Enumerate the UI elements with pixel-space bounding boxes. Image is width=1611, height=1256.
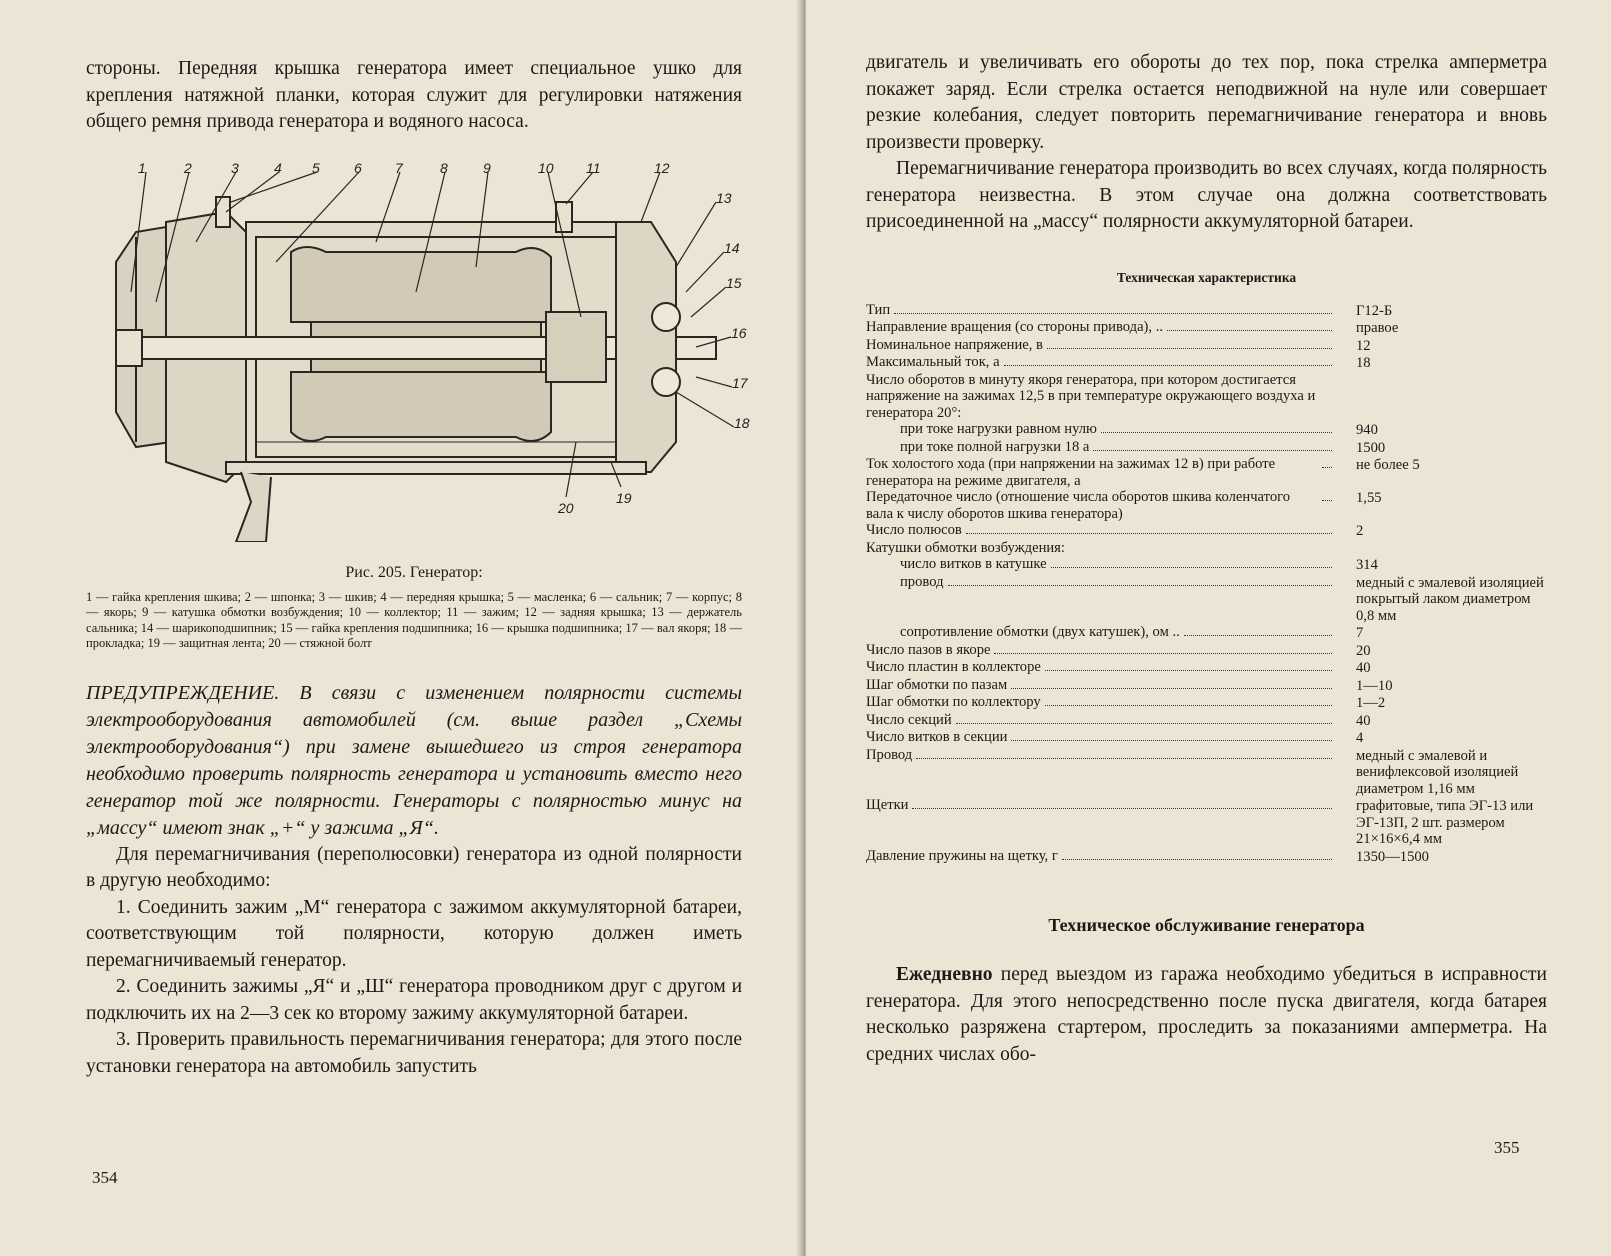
spec-row: [866, 677, 1547, 695]
spec-param: [866, 522, 1356, 540]
spec-value: графитовые, типа ЭГ-13 или ЭГ-13П, 2 шт. размером 21×16×6,4 мм: [1356, 798, 1534, 847]
leader-dots: [1093, 450, 1332, 451]
leader-dots: [1101, 432, 1332, 433]
page-number-left: 354: [92, 1168, 118, 1187]
spec-param: [866, 439, 1356, 457]
callout-17: 17: [732, 374, 748, 391]
spec-row: [866, 439, 1547, 457]
spec-param: [866, 694, 1356, 712]
spec-row: [866, 694, 1547, 712]
spec-value: 18: [1356, 355, 1371, 371]
spec-param: [866, 556, 1356, 574]
spec-param-text: Шаг обмотки по коллектору: [866, 694, 1041, 710]
continuation-paragraph: двигатель и увеличивать его обороты до тех пор, пока стрелка амперметра покажет заряд. Если стрелка остается неподвижной на нуле или совершает резкие колебания, следует повторить перемагничивание генератора и вновь произвести проверку.: [866, 52, 1547, 153]
spec-param: [866, 456, 1356, 489]
spec-row: [866, 747, 1547, 798]
callout-16: 16: [731, 324, 747, 341]
leader-dots: [948, 585, 1333, 586]
spec-param: [866, 797, 1356, 848]
callout-9: 9: [483, 159, 491, 176]
spec-param-text: провод: [900, 573, 944, 590]
generator-drawing: [76, 142, 756, 542]
spec-param: [866, 712, 1356, 730]
spec-value: 7: [1356, 625, 1364, 641]
spec-value: 2: [1356, 523, 1364, 539]
leader-dots: [1011, 688, 1332, 689]
spec-value: Г12-Б: [1356, 302, 1393, 319]
spec-param-text: Передаточное число (отношение числа оборотов шкива коленчатого вала к числу оборотов шкива генератора): [866, 489, 1291, 522]
remagnetize-paragraph: Для перемагничивания (переполюсовки) генератора из одной полярности в другую необходимо:: [86, 843, 742, 891]
spec-param: [866, 489, 1356, 522]
spec-value: медный с эмалевой изоляцией покрытый лаком диаметром 0,8 мм: [1356, 574, 1544, 624]
leader-dots: [1045, 705, 1332, 706]
daily-paragraph: [866, 962, 1547, 1068]
callout-19: 19: [616, 489, 632, 506]
callout-20: 20: [558, 499, 574, 516]
spec-table: [866, 302, 1547, 866]
spec-value: медный с эмалевой и венифлексовой изоляцией диаметром 1,16 мм: [1356, 747, 1519, 797]
spec-param: [866, 372, 1356, 422]
spec-param: [866, 677, 1356, 695]
spec-param: [866, 729, 1356, 747]
generator-figure: [76, 142, 756, 562]
spec-param-text: Максимальный ток, а: [866, 354, 1000, 370]
leader-dots: [1322, 467, 1332, 468]
spec-param: [866, 642, 1356, 660]
spec-param-text: число витков в катушке: [900, 556, 1047, 572]
callout-1: 1: [138, 159, 146, 176]
spec-param: [866, 319, 1356, 337]
spec-value: 1500: [1356, 439, 1386, 456]
callout-3: 3: [231, 159, 239, 176]
step-3: 3. Проверить правильность перемагничивания генератора; для этого после установки генератора на автомобиль запустить: [86, 1029, 742, 1077]
spec-param-text: Число полюсов: [866, 522, 962, 538]
spec-value: 20: [1356, 642, 1371, 659]
leader-dots: [1051, 567, 1332, 568]
callout-11: 11: [586, 159, 601, 176]
spec-param-text: Номинальное напряжение, в: [866, 336, 1043, 353]
spec-row: [866, 540, 1547, 557]
leader-dots: [966, 533, 1332, 534]
spec-value: [1356, 372, 1547, 422]
spec-row: [866, 522, 1547, 540]
callout-10: 10: [538, 159, 554, 176]
spec-param-text: Давление пружины на щетку, г: [866, 847, 1058, 864]
spec-row: [866, 659, 1547, 677]
spec-value: [1356, 540, 1547, 557]
spec-param-text: при токе нагрузки равном нулю: [900, 421, 1097, 437]
leader-dots: [894, 313, 1332, 314]
spec-value: 1—10: [1356, 677, 1393, 694]
left-page: [0, 0, 800, 1256]
spec-value: 1—2: [1356, 695, 1386, 711]
spec-param-text: Провод: [866, 746, 913, 763]
leader-dots: [1011, 740, 1332, 741]
callout-4: 4: [274, 159, 282, 176]
spec-param-text: Число оборотов в минуту якоря генератора, при котором достигается напряжение на зажимах 12,5 в при температуре окружающего воздуха и генератора 20°:: [866, 371, 1316, 421]
leader-dots: [956, 723, 1332, 724]
leader-dots: [1062, 859, 1332, 860]
spec-param: [866, 337, 1356, 355]
spec-row: [866, 372, 1547, 422]
callout-8: 8: [440, 159, 448, 176]
spec-param-text: Ток холостого хода (при напряжении на зажимах 12 в) при работе генератора на режиме двигателя, а: [866, 456, 1276, 489]
leader-dots: [994, 653, 1332, 654]
spec-param: [866, 540, 1356, 557]
spec-value: 4: [1356, 730, 1364, 746]
leader-dots: [1184, 635, 1332, 636]
leader-dots: [916, 758, 1332, 759]
spec-param-text: Катушки обмотки возбуждения:: [866, 539, 1065, 556]
right-page: [806, 0, 1611, 1256]
step-2: 2. Соединить зажимы „Я“ и „Ш“ генератора проводником друг с другом и подключить их на 2—3 сек ко второму зажиму аккумуляторной батареи.: [86, 976, 742, 1024]
spec-row: [866, 489, 1547, 522]
spec-row: [866, 712, 1547, 730]
spec-param-text: Щетки: [866, 797, 909, 813]
spec-row: [866, 848, 1547, 866]
callout-13: 13: [716, 189, 732, 206]
callout-6: 6: [354, 159, 362, 176]
spec-value: 314: [1356, 557, 1378, 573]
callout-12: 12: [654, 159, 670, 176]
spec-row: [866, 729, 1547, 747]
callout-5: 5: [312, 159, 320, 176]
callout-18: 18: [734, 414, 750, 431]
spec-value: 40: [1356, 712, 1371, 729]
leader-dots: [912, 808, 1332, 809]
spec-param-text: Направление вращения (со стороны привода), ..: [866, 319, 1164, 335]
spec-param: [866, 354, 1356, 372]
spec-row: [866, 354, 1547, 372]
spec-param: [866, 624, 1356, 642]
leader-dots: [1322, 500, 1332, 501]
spec-param: [866, 747, 1356, 798]
spec-value: 1,55: [1356, 490, 1382, 506]
spec-value: не более 5: [1356, 457, 1420, 473]
spec-row: [866, 642, 1547, 660]
figure-legend: 1 — гайка крепления шкива; 2 — шпонка; 3 — шкив; 4 — передняя крышка; 5 — масленка; 6 — сальник; 7 — корпус; 8 — якорь; 9 — катушка обмотки возбуждения; 10 — коллектор; 11 — зажим; 12 — задняя крышка; 13 — держатель сальника; 14 — шарикоподшипник; 15 — гайка крепления подшипника; 16 — крышка подшипника; 17 — вал якоря; 18 — прокладка; 19 — защитная лента; 20 — стяжной болт: [86, 589, 742, 650]
daily-lead: Ежедневно: [896, 964, 993, 985]
spec-row: [866, 319, 1547, 337]
spec-value: 12: [1356, 337, 1371, 354]
spec-param: [866, 848, 1356, 866]
spec-heading: Техническая характеристика: [1116, 269, 1297, 285]
spec-row: [866, 421, 1547, 439]
spec-param-text: Число пазов в якоре: [866, 641, 991, 658]
warning-paragraph: ПРЕДУПРЕЖДЕНИЕ. В связи с изменением полярности системы электрооборудования автомобилей (см. выше раздел „Схемы электрооборудования“) при замене вышедшего из строя генератора необходимо проверить полярность генератора и установить вместо него генератор той же полярности. Генераторы с полярностью минус на „массу“ имеют знак „+“ у зажима „Я“.: [86, 681, 742, 839]
spec-param: [866, 421, 1356, 439]
callout-7: 7: [395, 159, 403, 176]
spec-param-text: Число витков в секции: [866, 729, 1008, 745]
spec-param-text: сопротивление обмотки (двух катушек), ом ..: [900, 624, 1180, 640]
leader-dots: [1045, 670, 1332, 671]
spec-param-text: Шаг обмотки по пазам: [866, 676, 1008, 693]
spec-param: [866, 659, 1356, 677]
callout-2: 2: [184, 159, 192, 176]
spec-row: [866, 797, 1547, 848]
polarity-paragraph: Перемагничивание генератора производить во всех случаях, когда полярность генератора неизвестна. В этом случае она должна соответствовать присоединенной на „массу“ полярности аккумуляторной батареи.: [866, 158, 1547, 232]
spec-value: правое: [1356, 320, 1399, 336]
figure-caption: Рис. 205. Генератор:: [345, 563, 483, 581]
spec-row: [866, 624, 1547, 642]
spec-param-text: Число секций: [866, 711, 952, 728]
spec-row: [866, 574, 1547, 625]
callout-14: 14: [724, 239, 740, 256]
spec-param-text: Тип: [866, 301, 891, 318]
spec-param-text: при токе полной нагрузки 18 а: [900, 438, 1090, 455]
callout-15: 15: [726, 274, 742, 291]
spec-row: [866, 302, 1547, 320]
step-1: 1. Соединить зажим „М“ генератора с зажимом аккумуляторной батареи, соответствующим той полярности, которую должен иметь перемагничиваемый генератор.: [86, 896, 742, 971]
leader-dots: [1047, 348, 1332, 349]
spec-row: [866, 556, 1547, 574]
spec-value: 940: [1356, 422, 1378, 438]
spec-param: [866, 302, 1356, 320]
spec-param: [866, 574, 1356, 625]
leader-dots: [1004, 365, 1332, 366]
daily-text: перед выездом из гаража необходимо убедиться в исправности генератора. Для этого непосредственно после пуска двигателя, когда батарея несколько разряжена стартером, проследить за показаниями амперметра. На средних числах обо-: [866, 964, 1547, 1065]
spec-row: [866, 456, 1547, 489]
spec-value: 1350—1500: [1356, 848, 1429, 865]
page-number-right: 355: [1494, 1138, 1520, 1157]
spec-param-text: Число пластин в коллекторе: [866, 659, 1041, 675]
intro-paragraph: стороны. Передняя крышка генератора имеет специальное ушко для крепления натяжной планки, которая служит для регулировки натяжения общего ремня привода генератора и водяного насоса.: [86, 58, 742, 132]
spec-row: [866, 337, 1547, 355]
spec-value: 40: [1356, 660, 1371, 676]
maintenance-heading: Техническое обслуживание генератора: [1048, 915, 1365, 935]
leader-dots: [1167, 330, 1332, 331]
